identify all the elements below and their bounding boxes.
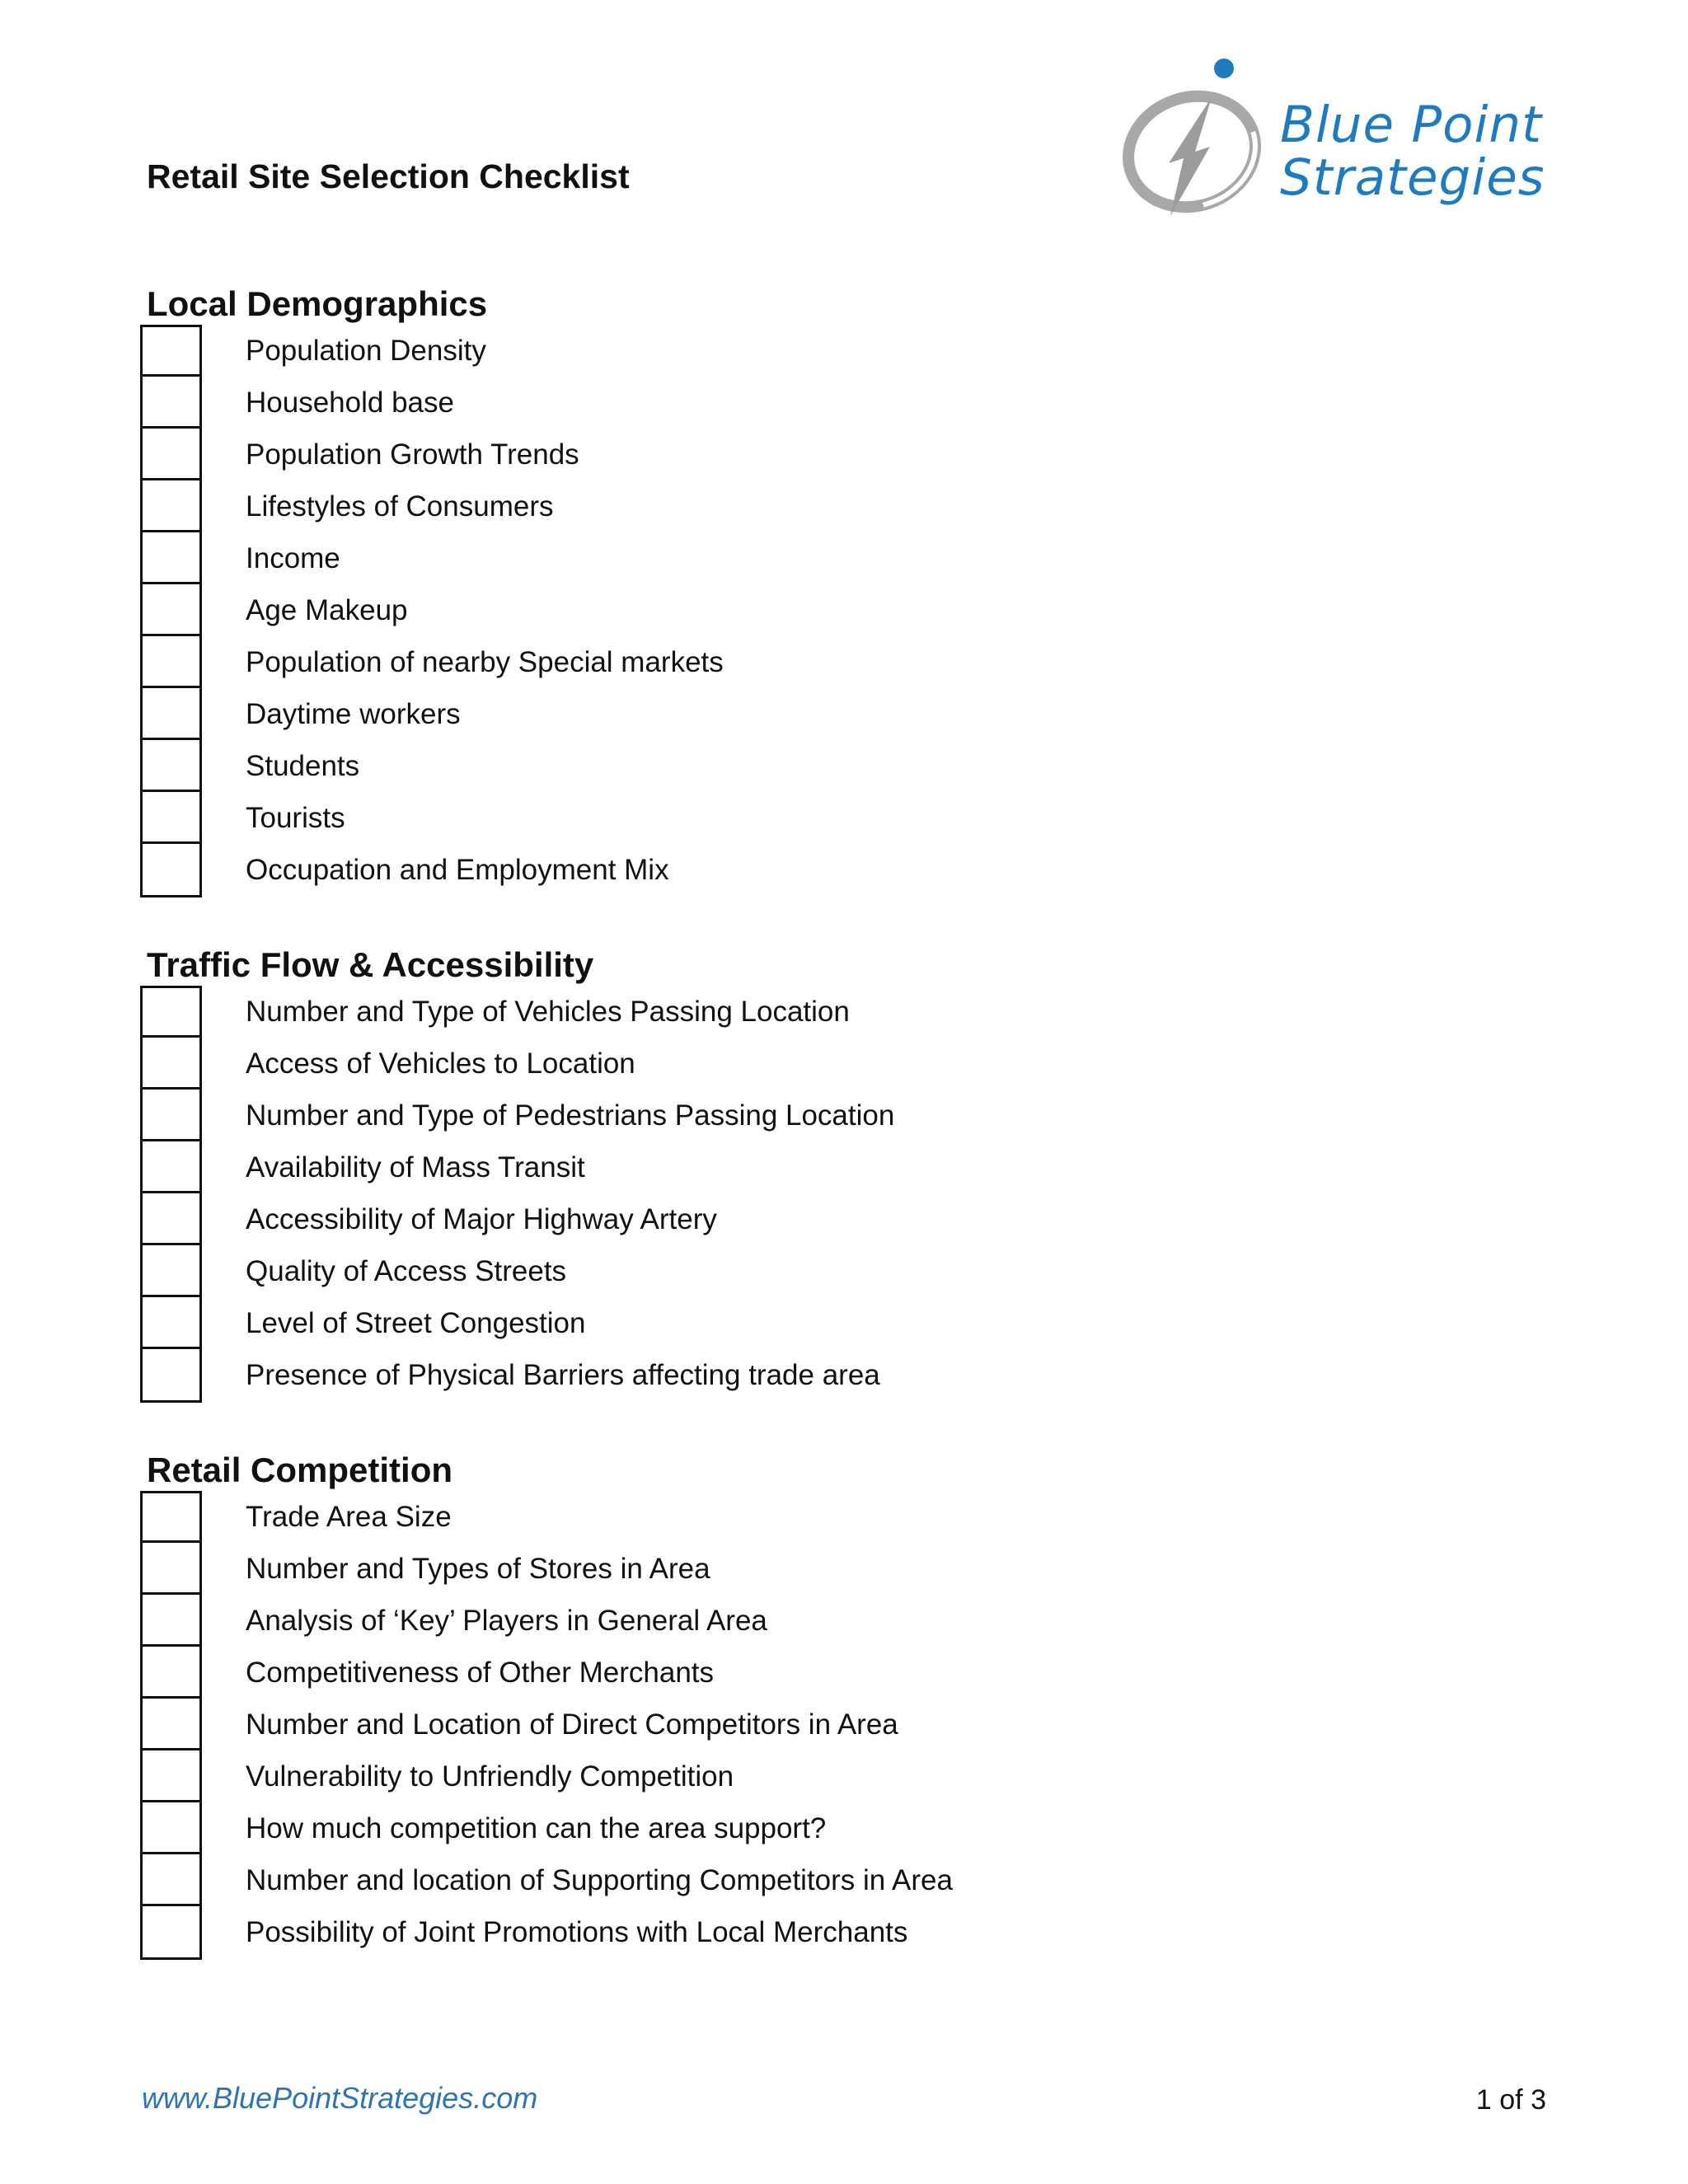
item-label: Daytime workers: [246, 698, 461, 730]
checkbox[interactable]: [140, 841, 202, 898]
item-label: Vulnerability to Unfriendly Competition: [246, 1760, 734, 1793]
item-label: Level of Street Congestion: [246, 1307, 586, 1339]
item-label: Number and Location of Direct Competitors in Area: [246, 1708, 898, 1741]
checkbox[interactable]: [140, 1295, 202, 1351]
item-label: Possibility of Joint Promotions with Local Merchants: [246, 1916, 908, 1948]
item-label: Income: [246, 542, 340, 574]
checkbox[interactable]: [140, 1347, 202, 1403]
checkbox[interactable]: [140, 1592, 202, 1648]
item-label: Population Growth Trends: [246, 438, 579, 471]
item-label: Accessibility of Major Highway Artery: [246, 1203, 717, 1235]
checkbox[interactable]: [140, 1852, 202, 1908]
checkbox[interactable]: [140, 426, 202, 482]
checkbox[interactable]: [140, 325, 202, 378]
logo-line-1: Blue Point: [1280, 96, 1543, 154]
logo-line-2: Strategies: [1280, 148, 1545, 207]
checkbox[interactable]: [140, 634, 202, 690]
item-label: How much competition can the area support?: [246, 1812, 827, 1844]
checkbox[interactable]: [140, 1800, 202, 1856]
item-label: Number and location of Supporting Competitors in Area: [246, 1864, 953, 1896]
section-title: Retail Competition: [147, 1451, 453, 1489]
item-label: Number and Types of Stores in Area: [246, 1553, 710, 1585]
item-label: Students: [246, 750, 360, 782]
footer-website-link[interactable]: www.BluePointStrategies.com: [142, 2081, 538, 2115]
item-label: Analysis of ‘Key’ Players in General Area: [246, 1605, 767, 1637]
item-label: Population Density: [246, 335, 486, 367]
checkbox[interactable]: [140, 738, 202, 794]
item-label: Availability of Mass Transit: [246, 1151, 585, 1183]
item-label: Tourists: [246, 802, 345, 834]
item-label: Lifestyles of Consumers: [246, 490, 554, 523]
checkbox[interactable]: [140, 1243, 202, 1299]
checkbox[interactable]: [140, 374, 202, 430]
bolt-circle-icon: [1119, 54, 1276, 236]
checkbox[interactable]: [140, 530, 202, 586]
checkbox[interactable]: [140, 1748, 202, 1804]
checkbox[interactable]: [140, 1139, 202, 1195]
item-label: Number and Type of Vehicles Passing Location: [246, 996, 850, 1028]
checkbox[interactable]: [140, 478, 202, 534]
item-label: Number and Type of Pedestrians Passing Location: [246, 1099, 895, 1132]
item-label: Access of Vehicles to Location: [246, 1047, 635, 1080]
checkbox[interactable]: [140, 1191, 202, 1247]
checkbox[interactable]: [140, 582, 202, 638]
logo-wordmark: [1280, 96, 1545, 207]
checkbox[interactable]: [140, 986, 202, 1039]
section-title: Local Demographics: [147, 284, 488, 323]
item-label: Competitiveness of Other Merchants: [246, 1657, 715, 1689]
checkbox[interactable]: [140, 1696, 202, 1752]
item-label: Presence of Physical Barriers affecting trade area: [246, 1359, 880, 1391]
checkbox[interactable]: [140, 1491, 202, 1544]
checkbox[interactable]: [140, 686, 202, 742]
item-label: Occupation and Employment Mix: [246, 854, 669, 886]
item-label: Trade Area Size: [246, 1501, 452, 1533]
item-label: Quality of Access Streets: [246, 1255, 567, 1287]
section-title: Traffic Flow & Accessibility: [147, 945, 594, 984]
checkbox[interactable]: [140, 1540, 202, 1596]
page-title: Retail Site Selection Checklist: [147, 157, 630, 195]
item-label: Population of nearby Special markets: [246, 646, 724, 678]
item-label: Household base: [246, 387, 454, 419]
checkbox[interactable]: [140, 1904, 202, 1960]
checkbox[interactable]: [140, 1087, 202, 1143]
page-number: 1 of 3: [1475, 2084, 1546, 2116]
checkbox[interactable]: [140, 1644, 202, 1700]
checkbox[interactable]: [140, 1035, 202, 1091]
item-label: Age Makeup: [246, 594, 408, 626]
company-logo: [1119, 54, 1564, 236]
checkbox[interactable]: [140, 790, 202, 846]
